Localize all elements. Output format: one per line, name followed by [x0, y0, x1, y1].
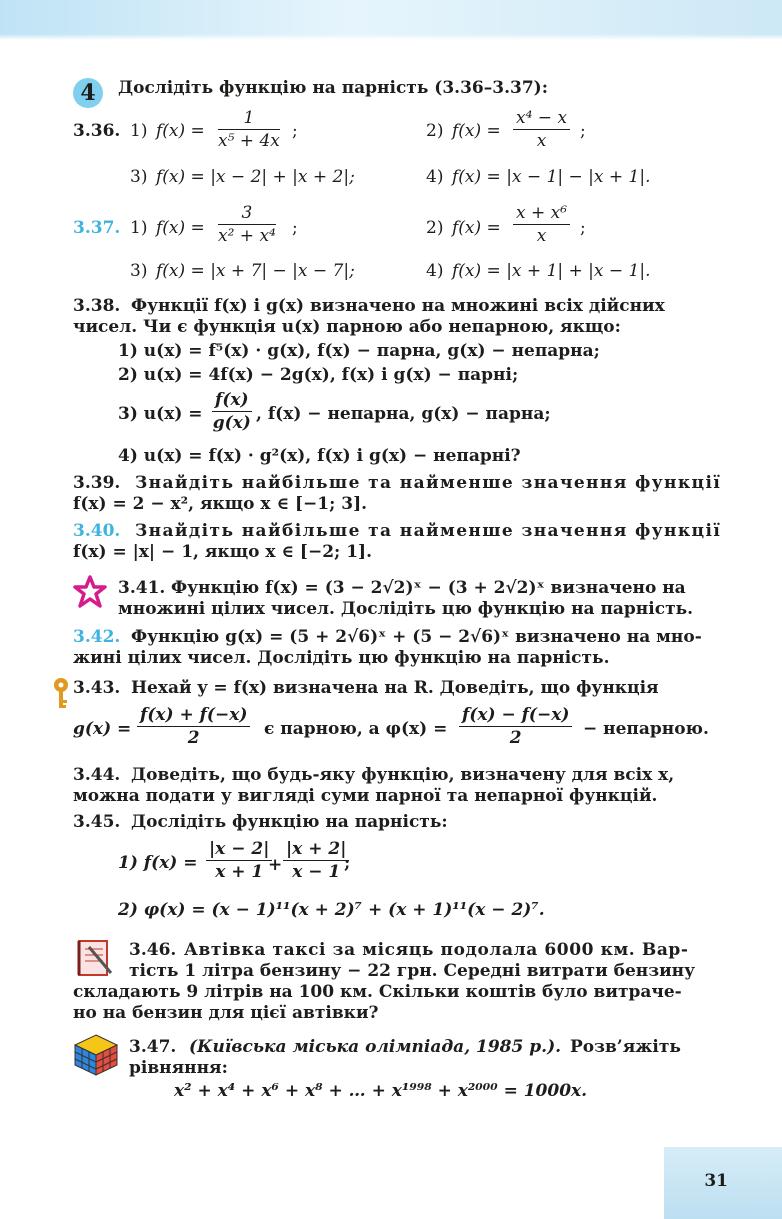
item-label: 1) — [130, 218, 148, 238]
formula: f(x) = |x + 7| − |x − 7|; — [156, 261, 355, 281]
numerator: f(x) − f(−x) — [459, 705, 572, 727]
option-item: 1) u(x) = f⁵(x) · g(x), f(x) − парна, g(x) − непарна; — [118, 341, 600, 361]
item-label: 3) — [130, 261, 148, 281]
problem-number: 3.37. — [73, 218, 121, 238]
item-label: 2) — [426, 218, 444, 238]
formula: g(x) = — [73, 719, 132, 739]
option-item: 3) u(x) = — [118, 404, 203, 424]
problem-text: можна подати у вигляді суми парної та непарної функцій. — [73, 786, 658, 806]
problem-number: 3.43. — [73, 678, 121, 698]
formula: f(x) = — [156, 218, 205, 238]
formula: f(x) = — [452, 121, 501, 141]
problem-text: Розв’яжіть — [570, 1037, 681, 1057]
problem-text: Нехай y = f(x) визначена на R. Доведіть, що функція — [131, 678, 659, 698]
denominator: 2 — [509, 728, 522, 748]
numerator: x⁴ − x — [513, 108, 570, 130]
fraction — [137, 705, 250, 748]
problem-number: 3.41. — [118, 578, 166, 598]
problem-text: f(x) = |x| − 1, якщо x ∈ [−2; 1]. — [73, 542, 373, 562]
page-number: 31 — [704, 1171, 728, 1191]
formula: f(x) = — [156, 121, 205, 141]
numerator: |x − 2| — [206, 839, 272, 861]
problem-number: 3.39. — [73, 473, 121, 493]
problem-number: 3.46. — [129, 940, 177, 960]
formula: f(x) = |x − 2| + |x + 2|; — [156, 167, 355, 187]
problem-text: Функції f(x) і g(x) визначено на множині всіх дійсних — [131, 296, 665, 316]
option-item: , f(x) − непарна, g(x) − парна; — [256, 404, 551, 424]
formula: f(x) = — [452, 218, 501, 238]
fraction — [459, 705, 572, 748]
problem-text: жині цілих чисел. Дослідіть цю функцію на парність. — [73, 648, 610, 668]
problem-number: 3.45. — [73, 812, 121, 832]
notebook-icon — [73, 937, 117, 981]
denominator: g(x) — [212, 413, 251, 433]
denominator: x — [536, 131, 547, 151]
plus-sign: + — [268, 855, 283, 875]
formula: 2) φ(x) = (x − 1)¹¹(x + 2)⁷ + (x + 1)¹¹(x − 2)⁷. — [118, 900, 545, 920]
fraction — [212, 390, 252, 433]
problem-text: Доведіть, що будь-яку функцію, визначену для всіх x, — [131, 765, 675, 785]
option-item: 4) u(x) = f(x) · g²(x), f(x) і g(x) − непарні? — [118, 446, 521, 466]
section-heading: Дослідіть функцію на парність (3.36–3.37): — [118, 78, 548, 98]
problem-text: тість 1 літра бензину − 22 грн. Середні витрати бензину — [129, 961, 695, 981]
equation: x² + x⁴ + x⁶ + x⁸ + … + x¹⁹⁹⁸ + x²⁰⁰⁰ = 1000x. — [174, 1081, 588, 1101]
problem-number: 3.44. — [73, 765, 121, 785]
option-item: 2) u(x) = 4f(x) − 2g(x), f(x) і g(x) − парні; — [118, 365, 519, 385]
problem-number: 3.40. — [73, 521, 121, 541]
formula: 1) f(x) = — [118, 853, 198, 873]
denominator: 2 — [187, 728, 200, 748]
problem-text: f(x) = 2 − x², якщо x ∈ [−1; 3]. — [73, 494, 368, 514]
denominator: x + 1 — [215, 862, 264, 882]
numerator: f(x) — [212, 390, 252, 412]
fraction — [283, 839, 349, 882]
numerator: x + x⁶ — [513, 203, 570, 225]
denominator: x − 1 — [292, 862, 341, 882]
problem-number: 3.42. — [73, 627, 121, 647]
fraction — [513, 203, 570, 246]
numerator: 3 — [218, 203, 276, 225]
problem-number: 3.47. — [129, 1037, 177, 1057]
punctuation: ; — [344, 853, 351, 873]
item-label: 2) — [426, 121, 444, 141]
problem-text: но на бензин для цієї автівки? — [73, 1003, 379, 1023]
fraction — [206, 839, 272, 882]
problem-text: Автівка таксі за місяць подолала 6000 км. Вар- — [184, 940, 689, 960]
problem-number: 3.38. — [73, 296, 121, 316]
formula: f(x) = |x − 1| − |x + 1|. — [452, 167, 651, 187]
problem-text: складають 9 літрів на 100 км. Скільки коштів було витраче- — [73, 982, 682, 1002]
rubiks-cube-icon — [73, 1033, 119, 1077]
section-badge: 4 — [73, 78, 103, 108]
fraction — [218, 203, 276, 246]
problem-text: рівняння: — [129, 1058, 228, 1078]
problem-number: 3.36. — [73, 121, 121, 141]
problem-text: Функцію g(x) = (5 + 2√6)ˣ + (5 − 2√6)ˣ визначено на мно- — [131, 627, 702, 647]
problem-text: Дослідіть функцію на парність: — [131, 812, 448, 832]
fraction — [218, 108, 280, 151]
formula: f(x) = |x + 1| + |x − 1|. — [452, 261, 651, 281]
denominator: x⁵ + 4x — [218, 131, 280, 151]
problem-text: чисел. Чи є функція u(x) парною або непарною, якщо: — [73, 317, 621, 337]
problem-text: множині цілих чисел. Дослідіть цю функцію на парність. — [118, 599, 694, 619]
item-label: 3) — [130, 167, 148, 187]
denominator: x — [536, 226, 547, 246]
numerator: 1 — [218, 108, 280, 130]
numerator: |x + 2| — [283, 839, 349, 861]
numerator: f(x) + f(−x) — [137, 705, 250, 727]
item-label: 4) — [426, 167, 444, 187]
top-decor-band — [0, 0, 782, 40]
problem-text: Знайдіть найбільше та найменше значення функції — [135, 521, 722, 541]
item-label: 1) — [130, 121, 148, 141]
fraction — [513, 108, 570, 151]
problem-text: Знайдіть найбільше та найменше значення функції — [135, 473, 722, 493]
problem-text: є парною, а φ(x) = — [264, 719, 448, 739]
item-label: 4) — [426, 261, 444, 281]
problem-text: Функцію f(x) = (3 − 2√2)ˣ − (3 + 2√2)ˣ визначено на — [171, 578, 686, 598]
key-icon — [50, 676, 72, 710]
denominator: x² + x⁴ — [218, 226, 276, 246]
problem-source: (Київська міська олімпіада, 1985 р.). — [189, 1037, 562, 1057]
problem-text: − непарною. — [583, 719, 709, 739]
star-icon — [73, 575, 107, 609]
